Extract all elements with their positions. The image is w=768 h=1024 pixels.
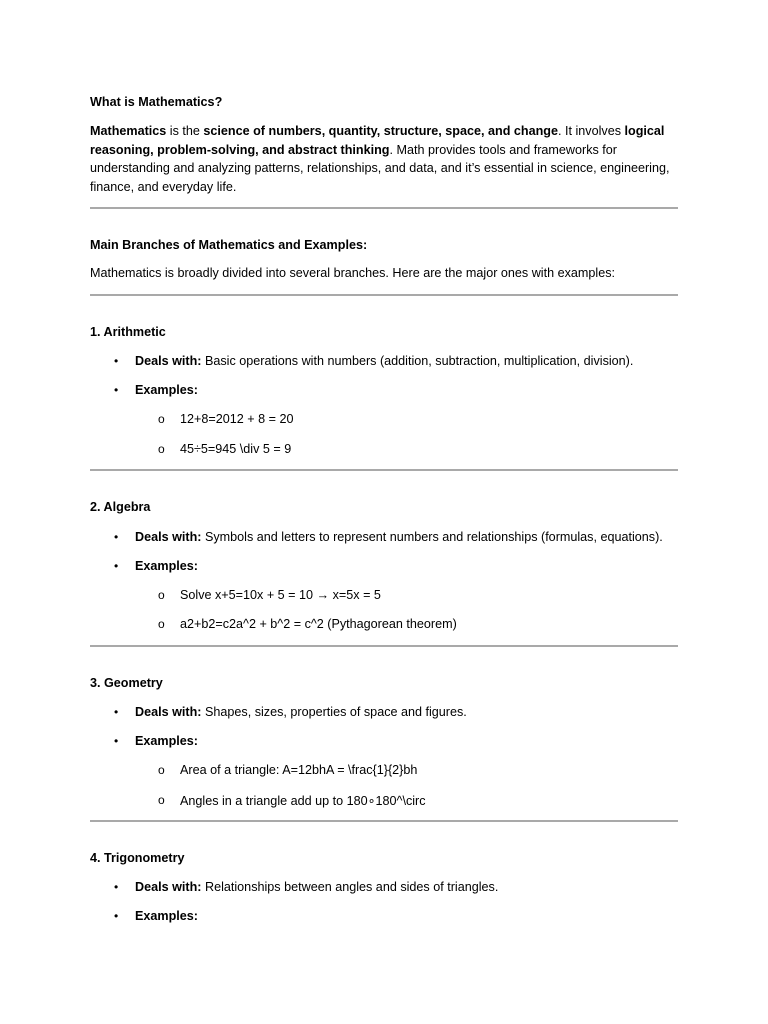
bullet-icon: • <box>114 354 119 368</box>
deals-with-text: Basic operations with numbers (addition, subtraction, multiplication, division). <box>204 354 634 368</box>
deals-with-label: Deals with: <box>135 705 202 719</box>
deals-with-item <box>135 354 633 368</box>
divider <box>90 207 678 209</box>
sub-bullet-icon: o <box>158 793 165 807</box>
intro-heading: What is Mathematics? <box>90 95 223 109</box>
intro-bold-1: science of numbers, quantity, structure, space, and change <box>203 124 558 138</box>
bullet-icon: • <box>114 383 119 397</box>
deals-with-label: Deals with: <box>135 530 202 544</box>
sub-bullet-icon: o <box>158 412 165 426</box>
example-item: Angles in a triangle add up to 180∘180^\circ <box>180 794 426 808</box>
examples-label: Examples: <box>135 383 198 397</box>
bullet-icon: • <box>114 734 119 748</box>
intro-term: Mathematics <box>90 124 167 138</box>
example-item: 12+8=2012 + 8 = 20 <box>180 412 294 426</box>
section-title-geometry: 3. Geometry <box>90 676 163 690</box>
sub-bullet-icon: o <box>158 588 165 602</box>
deals-with-text: Shapes, sizes, properties of space and figures. <box>204 705 467 719</box>
bullet-icon: • <box>114 909 119 923</box>
section-title-trigonometry: 4. Trigonometry <box>90 851 185 865</box>
example-item: 45÷5=945 \div 5 = 9 <box>180 442 292 456</box>
sub-bullet-icon: o <box>158 617 165 631</box>
deals-with-text: Symbols and letters to represent numbers and relationships (formulas, equations). <box>204 530 663 544</box>
deals-with-item <box>135 880 498 894</box>
bullet-icon: • <box>114 705 119 719</box>
intro-text-1: is the <box>166 124 204 138</box>
divider <box>90 645 678 647</box>
intro-text-2: . It involves <box>558 124 625 138</box>
examples-label: Examples: <box>135 559 198 573</box>
example-item: Solve x+5=10x + 5 = 10 → x=5x = 5 <box>180 588 381 602</box>
deals-with-text: Relationships between angles and sides of triangles. <box>204 880 499 894</box>
example-item: Area of a triangle: A=12bhA = \frac{1}{2}bh <box>180 763 418 777</box>
bullet-icon: • <box>114 530 119 544</box>
deals-with-label: Deals with: <box>135 354 202 368</box>
section-title-arithmetic: 1. Arithmetic <box>90 325 166 339</box>
examples-label: Examples: <box>135 734 198 748</box>
divider <box>90 820 678 822</box>
branches-text: Mathematics is broadly divided into several branches. Here are the major ones with examples: <box>90 266 615 280</box>
intro-text-3: . Math provides tools and frameworks for understanding and analyzing patterns, relationships, and data, and it’s essential in science, engineering, finance, and everyday life. <box>90 142 670 194</box>
sub-bullet-icon: o <box>158 763 165 777</box>
section-title-algebra: 2. Algebra <box>90 500 151 514</box>
examples-label: Examples: <box>135 909 198 923</box>
deals-with-item <box>135 705 467 719</box>
intro-paragraph <box>90 122 680 196</box>
divider <box>90 294 678 296</box>
intro-bold-2: logical reasoning, problem-solving, and abstract thinking <box>90 124 665 157</box>
sub-bullet-icon: o <box>158 442 165 456</box>
deals-with-item <box>135 530 663 544</box>
bullet-icon: • <box>114 880 119 894</box>
bullet-icon: • <box>114 559 119 573</box>
branches-heading: Main Branches of Mathematics and Examples: <box>90 238 368 252</box>
deals-with-label: Deals with: <box>135 880 202 894</box>
example-item: a2+b2=c2a^2 + b^2 = c^2 (Pythagorean theorem) <box>180 617 457 631</box>
divider <box>90 469 678 471</box>
